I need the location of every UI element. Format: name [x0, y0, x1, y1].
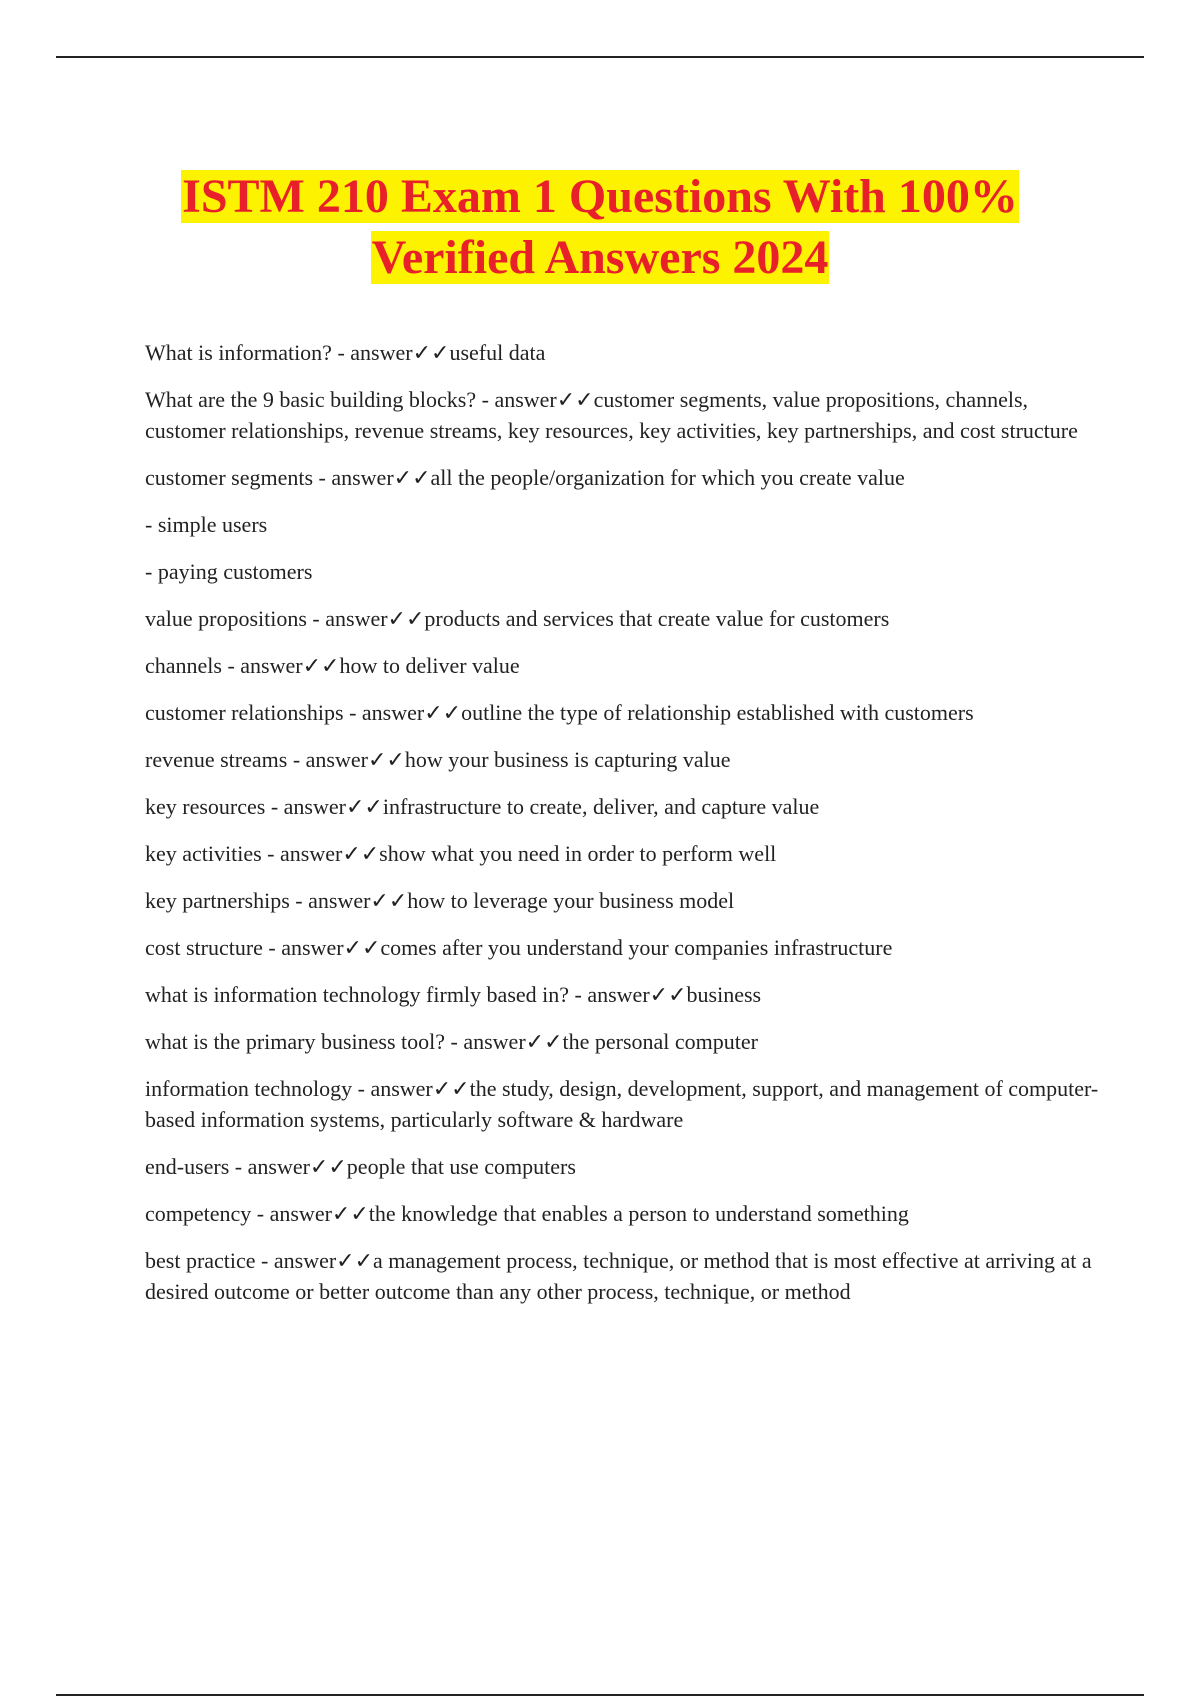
- qa-item: - paying customers: [145, 559, 313, 584]
- qa-item: best practice - answer✓✓a management process, technique, or method that is most effective at arriving at a desired outcome or better outcome than any other process, technique, or method: [145, 1248, 1092, 1304]
- qa-item: - simple users: [145, 512, 268, 537]
- qa-item: What are the 9 basic building blocks? - answer✓✓customer segments, value propositions, channels, customer relationships, revenue streams, key resources, key activities, key partnerships, and cost structure: [145, 387, 1078, 443]
- qa-item: key partnerships - answer✓✓how to leverage your business model: [145, 888, 735, 913]
- title-line-2: Verified Answers 2024: [371, 231, 829, 284]
- top-rule: [56, 56, 1144, 58]
- qa-item: what is information technology firmly based in? - answer✓✓business: [145, 982, 762, 1007]
- qa-list: [145, 337, 1100, 1323]
- qa-item: What is information? - answer✓✓useful data: [145, 340, 546, 365]
- qa-item: customer relationships - answer✓✓outline the type of relationship established with customers: [145, 700, 974, 725]
- title-line-1: ISTM 210 Exam 1 Questions With 100%: [182, 170, 1018, 223]
- qa-item: key resources - answer✓✓infrastructure to create, deliver, and capture value: [145, 794, 820, 819]
- qa-item: competency - answer✓✓the knowledge that enables a person to understand something: [145, 1201, 909, 1226]
- bottom-rule: [56, 1694, 1144, 1696]
- document-title: [0, 166, 1200, 288]
- qa-item: revenue streams - answer✓✓how your business is capturing value: [145, 747, 731, 772]
- qa-item: cost structure - answer✓✓comes after you understand your companies infrastructure: [145, 935, 893, 960]
- qa-item: customer segments - answer✓✓all the people/organization for which you create value: [145, 465, 905, 490]
- qa-item: what is the primary business tool? - answer✓✓the personal computer: [145, 1029, 758, 1054]
- qa-item: value propositions - answer✓✓products and services that create value for customers: [145, 606, 890, 631]
- qa-item: information technology - answer✓✓the study, design, development, support, and management of computer-based information systems, particularly software & hardware: [145, 1076, 1099, 1132]
- qa-item: channels - answer✓✓how to deliver value: [145, 653, 520, 678]
- qa-item: key activities - answer✓✓show what you need in order to perform well: [145, 841, 777, 866]
- qa-item: end-users - answer✓✓people that use computers: [145, 1154, 576, 1179]
